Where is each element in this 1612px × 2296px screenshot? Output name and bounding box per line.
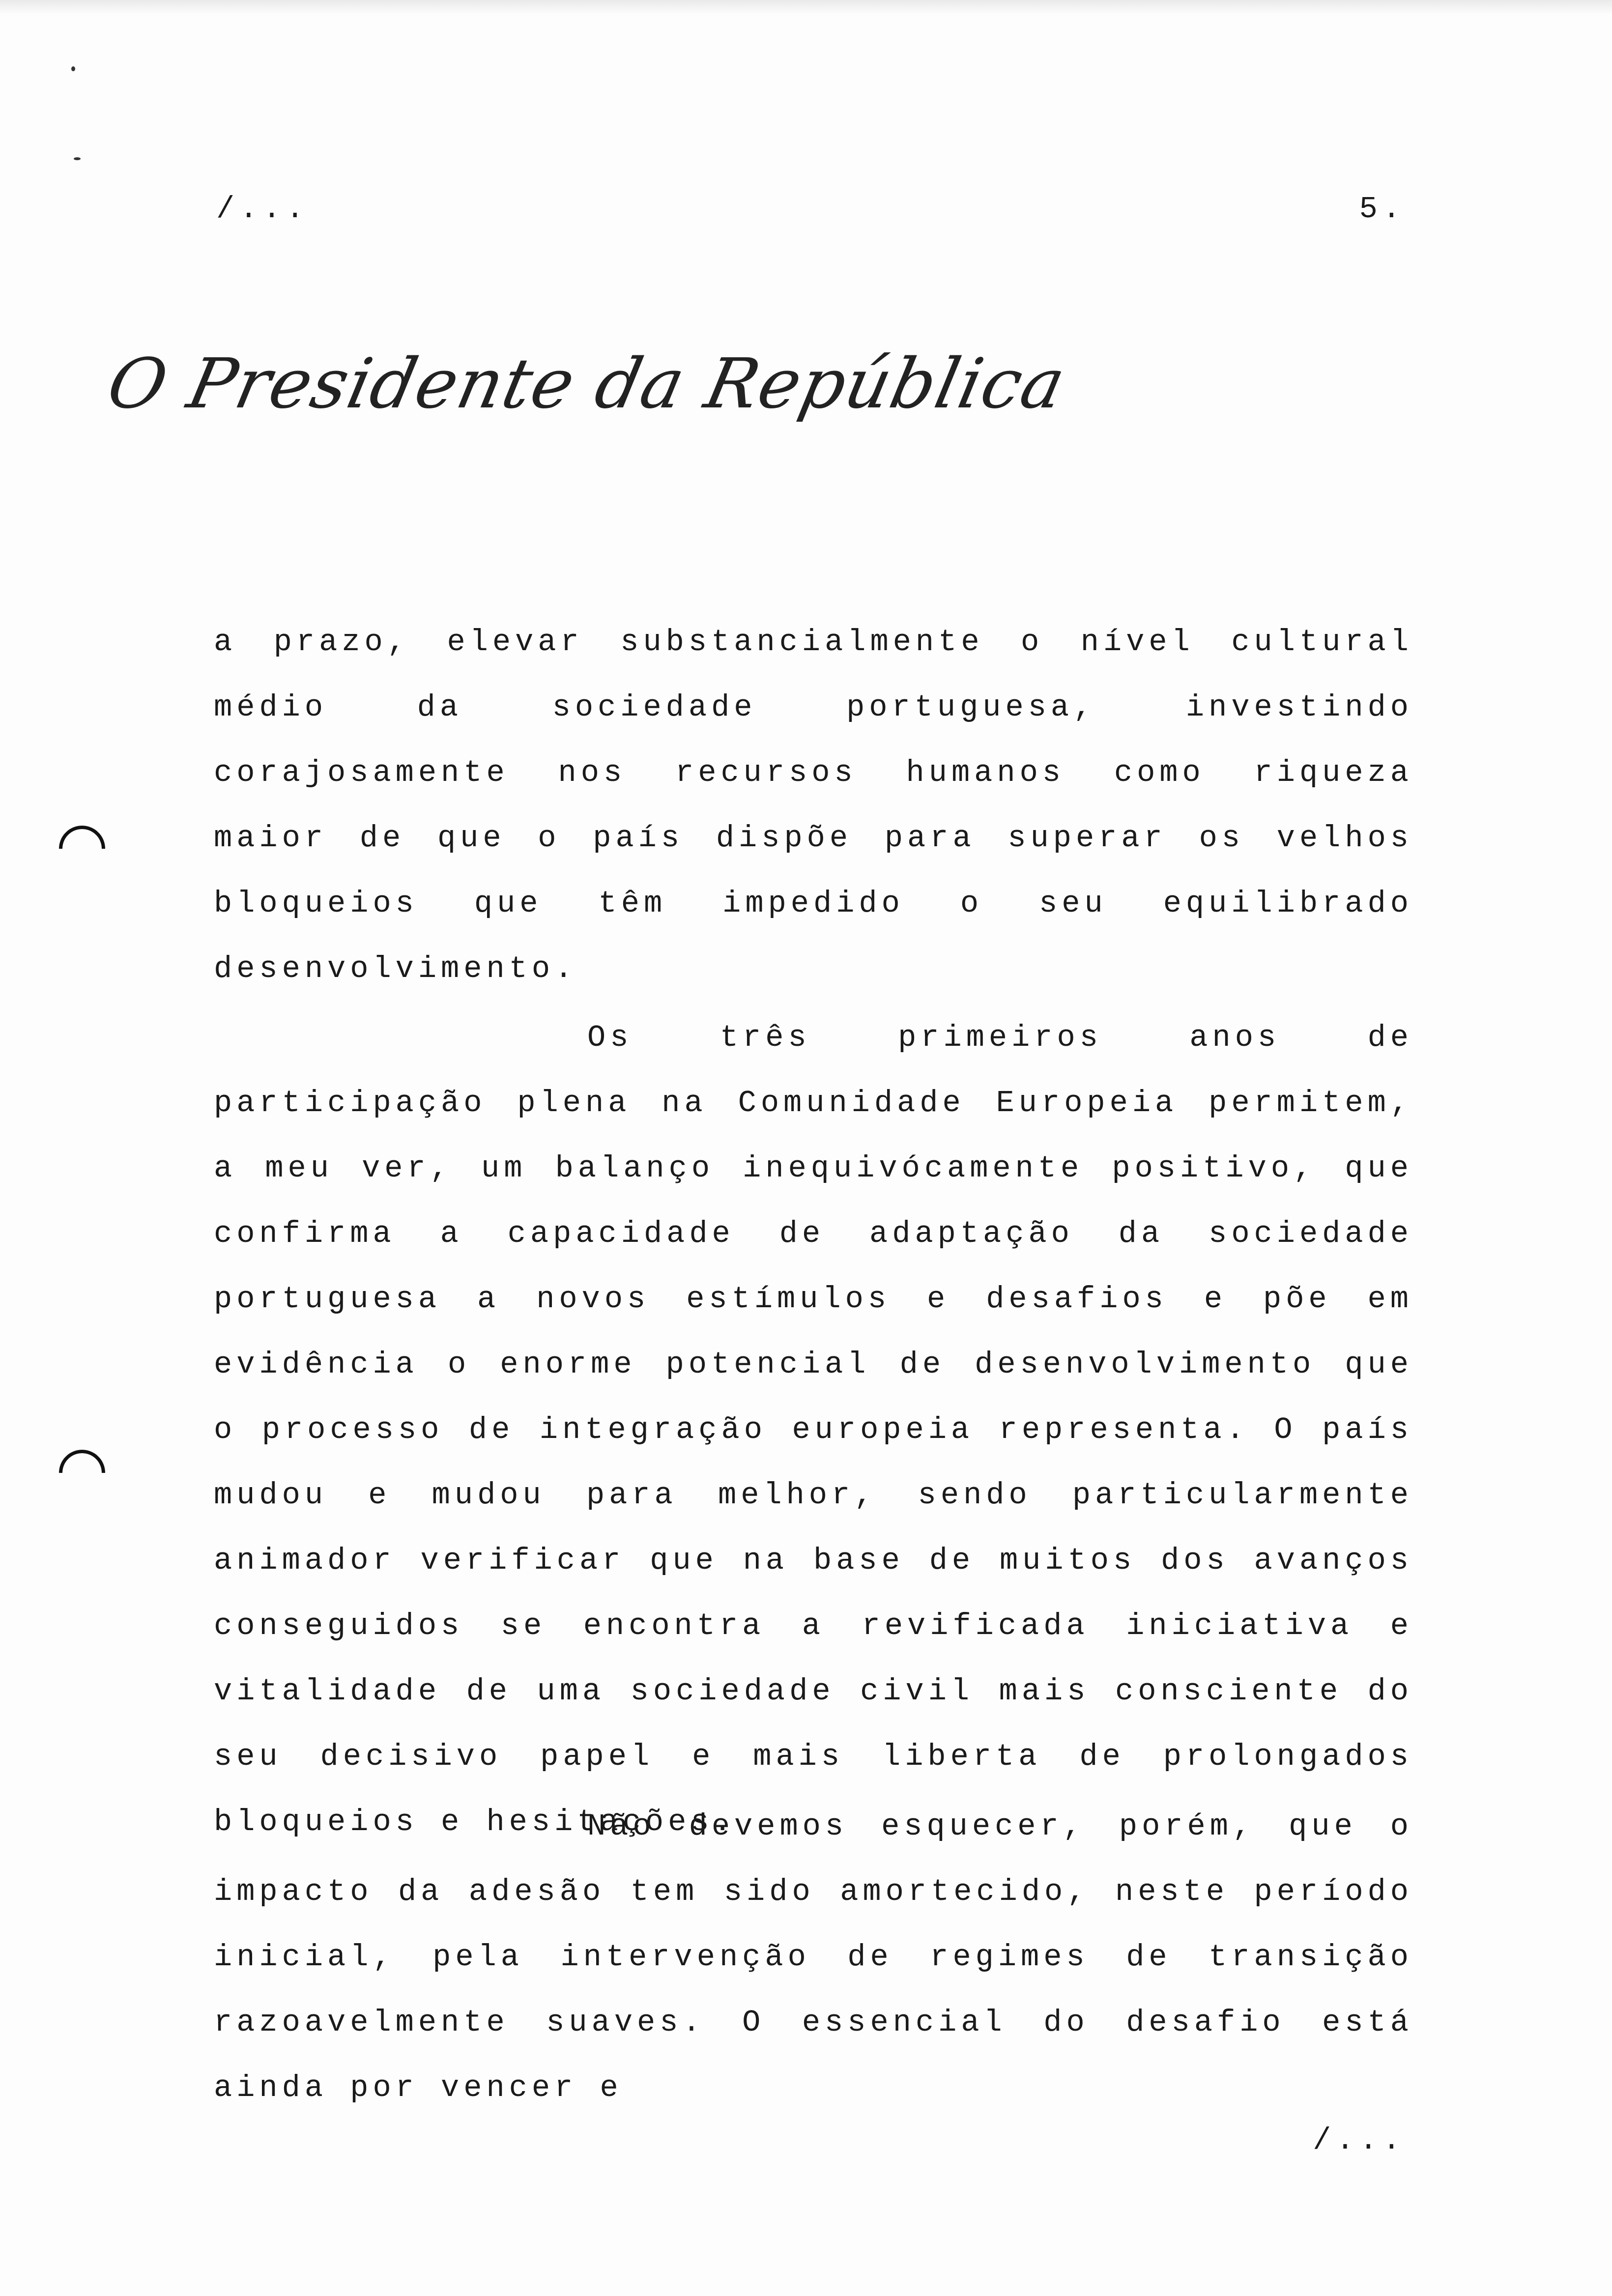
- page-number: 5.: [1359, 192, 1406, 227]
- continuation-marker-top: /...: [216, 192, 309, 227]
- letterhead-title: O Presidente da República: [101, 344, 1073, 424]
- scan-edge-shadow: [0, 0, 1612, 15]
- body-paragraph: Não devemos esquecer, porém, que o impacto da adesão tem sido amortecido, neste período inicial, pela intervenção de regimes de transição razoavelmente suaves. O essencial do desafio está ainda por vencer e: [214, 1809, 1413, 2105]
- body-paragraph: a prazo, elevar substancialmente o nível cultural médio da sociedade portuguesa, investindo corajosamente nos recursos humanos como riqueza maior de que o país dispõe para superar os velhos bloqueios que têm impedido o seu equilibrado desenvolvimento.: [214, 625, 1413, 986]
- hole-punch-mark: [50, 1440, 115, 1506]
- scan-speck-mark: [74, 157, 81, 160]
- body-paragraph: Os três primeiros anos de participação plena na Comunidade Europeia permitem, a meu ver, um balanço inequivócamente positivo, que confirma a capacidade de adaptação da sociedade portuguesa a novos estímulos e desafios e põe em evidência o enorme potencial de desenvolvimento que o processo de integração europeia representa. O país mudou e mudou para melhor, sendo particularmente animador verificar que na base de muitos dos avanços conseguidos se encontra a revificada iniciativa e vitalidade de uma sociedade civil mais consciente do seu decisivo papel e mais liberta de prolongados bloqueios e hesitações.: [214, 1020, 1413, 1839]
- continuation-marker-bottom: /...: [1313, 2123, 1406, 2158]
- hole-punch-mark: [50, 816, 115, 882]
- scan-speck-mark: [71, 66, 75, 71]
